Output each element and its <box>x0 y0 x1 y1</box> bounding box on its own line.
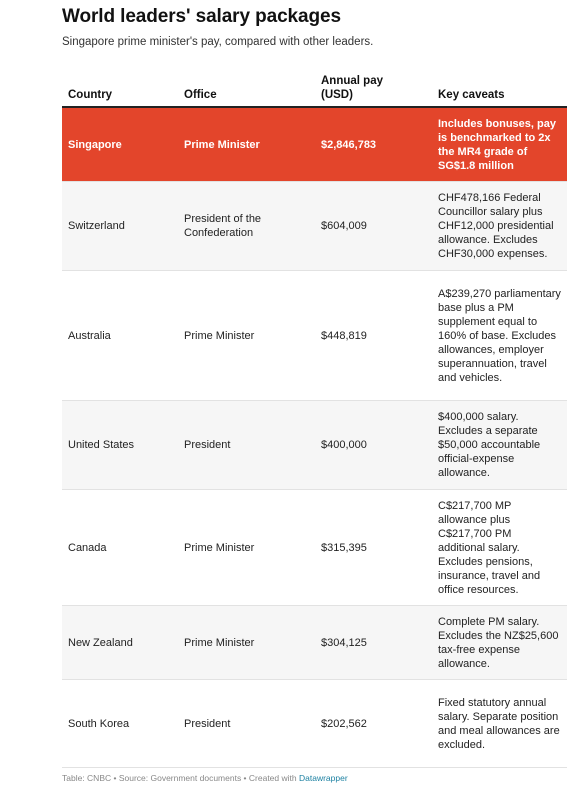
caveats-cell: Fixed statutory annual salary. Separate position and meal allowances are excluded. <box>432 680 567 768</box>
office-cell: President <box>178 401 315 490</box>
pay-cell: $400,000 <box>315 401 432 490</box>
caveats-cell: $400,000 salary. Excludes a separate $50,000 accountable official-expense allowance. <box>432 401 567 490</box>
pay-cell: $448,819 <box>315 271 432 401</box>
country-cell: Australia <box>62 271 178 401</box>
country-cell: Canada <box>62 490 178 606</box>
chart-subtitle: Singapore prime minister's pay, compared with other leaders. <box>62 36 374 48</box>
country-cell: South Korea <box>62 680 178 768</box>
office-cell: President of the Confederation <box>178 182 315 271</box>
table-row <box>62 490 567 606</box>
caveats-cell: A$239,270 parliamentary base plus a PM supplement equal to 160% of base. Excludes allowances, employer superannuation, travel and vehicles. <box>432 271 567 401</box>
table-row <box>62 680 567 768</box>
table-row <box>62 182 567 271</box>
chart-title: World leaders' salary packages <box>62 6 341 27</box>
caveats-cell: Complete PM salary. Excludes the NZ$25,600 tax-free expense allowance. <box>432 606 567 680</box>
header-office: Office <box>178 64 315 107</box>
country-cell: Switzerland <box>62 182 178 271</box>
pay-cell: $2,846,783 <box>315 107 432 182</box>
caveats-cell: C$217,700 MP allowance plus C$217,700 PM additional salary. Excludes pensions, insurance, travel and office resources. <box>432 490 567 606</box>
pay-cell: $604,009 <box>315 182 432 271</box>
header-annual-pay-label: Annual pay (USD) <box>321 75 383 101</box>
pay-cell: $304,125 <box>315 606 432 680</box>
office-cell: Prime Minister <box>178 271 315 401</box>
footer-text: Table: CNBC • Source: Government documents • Created with <box>62 773 299 783</box>
caveats-cell: Includes bonuses, pay is benchmarked to 2x the MR4 grade of SG$1.8 million <box>432 107 567 182</box>
country-cell: Singapore <box>62 107 178 182</box>
table-header-row <box>62 64 567 107</box>
office-cell: Prime Minister <box>178 606 315 680</box>
salary-table <box>62 64 567 768</box>
header-country: Country <box>62 64 178 107</box>
pay-cell: $315,395 <box>315 490 432 606</box>
office-cell: Prime Minister <box>178 490 315 606</box>
country-cell: United States <box>62 401 178 490</box>
header-annual-pay <box>315 64 432 107</box>
caveats-cell: CHF478,166 Federal Councillor salary plus CHF12,000 presidential allowance. Excludes CHF30,000 expenses. <box>432 182 567 271</box>
table-body <box>62 107 567 768</box>
table-row <box>62 606 567 680</box>
country-cell: New Zealand <box>62 606 178 680</box>
table-row <box>62 107 567 182</box>
table-row <box>62 271 567 401</box>
pay-cell: $202,562 <box>315 680 432 768</box>
datawrapper-link[interactable]: Datawrapper <box>298 773 348 783</box>
header-key-caveats: Key caveats <box>432 64 567 107</box>
footer-credits <box>62 773 348 783</box>
table-row <box>62 401 567 490</box>
office-cell: President <box>178 680 315 768</box>
office-cell: Prime Minister <box>178 107 315 182</box>
